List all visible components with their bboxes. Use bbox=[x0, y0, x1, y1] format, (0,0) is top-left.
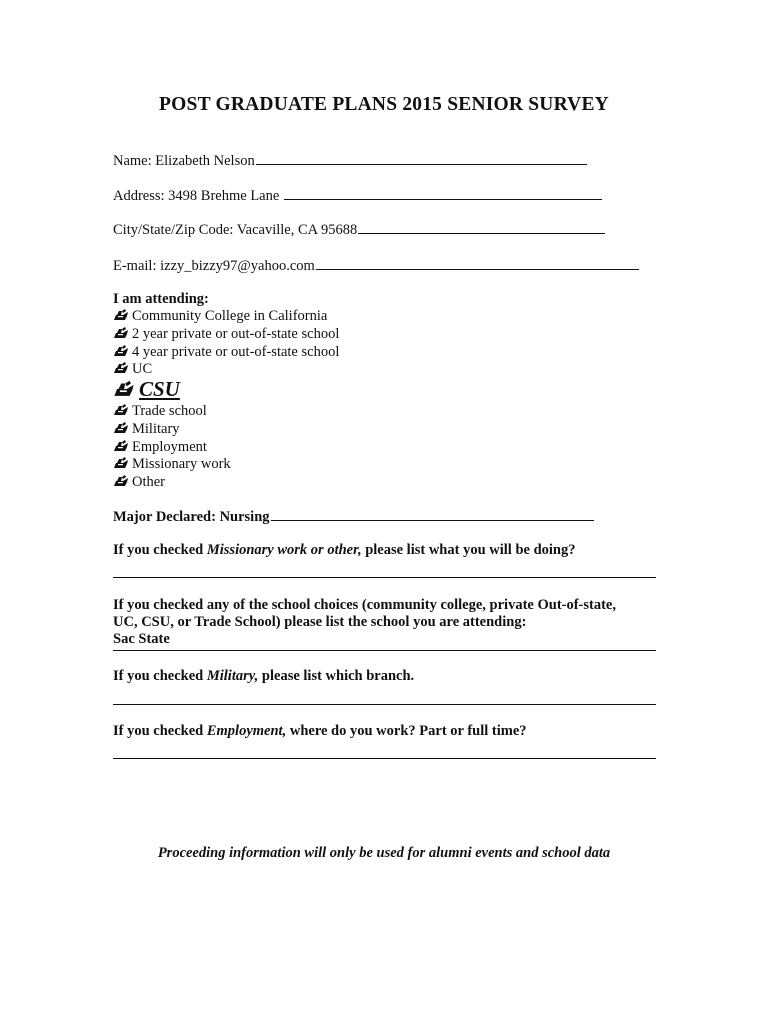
option-employment[interactable]: Employment bbox=[113, 438, 207, 456]
option-trade-school[interactable]: Trade school bbox=[113, 402, 207, 420]
major-field[interactable] bbox=[113, 506, 594, 526]
option-other[interactable]: Other bbox=[113, 473, 165, 491]
option-community-college[interactable]: Community College in California bbox=[113, 307, 327, 325]
option-uc[interactable]: UC bbox=[113, 360, 152, 378]
checkbox-glyph-icon bbox=[113, 380, 135, 398]
school-question-line-2: UC, CSU, or Trade School) please list the school you are attending: bbox=[113, 614, 527, 630]
name-field[interactable] bbox=[113, 150, 587, 170]
city-underline bbox=[358, 219, 605, 234]
checkbox-glyph-icon bbox=[113, 404, 129, 416]
name-value: Name: Elizabeth Nelson bbox=[113, 153, 255, 169]
military-answer-line[interactable] bbox=[113, 704, 656, 705]
missionary-answer-line[interactable] bbox=[113, 577, 656, 578]
email-underline bbox=[316, 255, 639, 270]
military-question: If you checked Military, please list which branch. bbox=[113, 668, 415, 684]
option-csu-selected[interactable]: CSU bbox=[113, 376, 180, 402]
option-2-year-private[interactable]: 2 year private or out-of-state school bbox=[113, 325, 339, 343]
checkbox-glyph-icon bbox=[113, 422, 129, 434]
city-state-zip-field[interactable] bbox=[113, 219, 605, 239]
major-label: Major Declared: bbox=[113, 509, 216, 525]
checkbox-glyph-icon bbox=[113, 457, 129, 469]
name-underline bbox=[256, 150, 587, 165]
attending-label: I am attending: bbox=[113, 291, 209, 307]
email-value: E-mail: izzy_bizzy97@yahoo.com bbox=[113, 258, 315, 274]
checkbox-glyph-icon bbox=[113, 440, 129, 452]
major-value: Nursing bbox=[215, 509, 270, 525]
address-field[interactable] bbox=[113, 185, 602, 205]
school-answer[interactable]: Sac State bbox=[113, 631, 170, 647]
employment-question: If you checked Employment, where do you work? Part or full time? bbox=[113, 723, 527, 739]
option-military[interactable]: Military bbox=[113, 420, 180, 438]
city-state-zip-value: City/State/Zip Code: Vacaville, CA 95688 bbox=[113, 222, 358, 238]
missionary-question: If you checked Missionary work or other, please list what you will be doing? bbox=[113, 542, 576, 558]
checkbox-glyph-icon bbox=[113, 362, 129, 374]
address-underline bbox=[284, 185, 602, 200]
major-underline bbox=[271, 506, 594, 521]
option-4-year-private[interactable]: 4 year private or out-of-state school bbox=[113, 343, 339, 361]
checkbox-glyph-icon bbox=[113, 327, 129, 339]
footer-note: Proceeding information will only be used for alumni events and school data bbox=[157, 845, 611, 861]
email-field[interactable] bbox=[113, 255, 639, 275]
employment-answer-line[interactable] bbox=[113, 758, 656, 759]
checkbox-glyph-icon bbox=[113, 309, 129, 321]
school-question-line-1: If you checked any of the school choices (community college, private Out-of-state, bbox=[113, 597, 616, 613]
page-title: POST GRADUATE PLANS 2015 SENIOR SURVEY bbox=[159, 94, 609, 115]
option-missionary-work[interactable]: Missionary work bbox=[113, 455, 231, 473]
school-answer-line bbox=[113, 650, 656, 651]
checkbox-glyph-icon bbox=[113, 475, 129, 487]
checkbox-glyph-icon bbox=[113, 345, 129, 357]
address-value: Address: 3498 Brehme Lane bbox=[113, 188, 283, 204]
